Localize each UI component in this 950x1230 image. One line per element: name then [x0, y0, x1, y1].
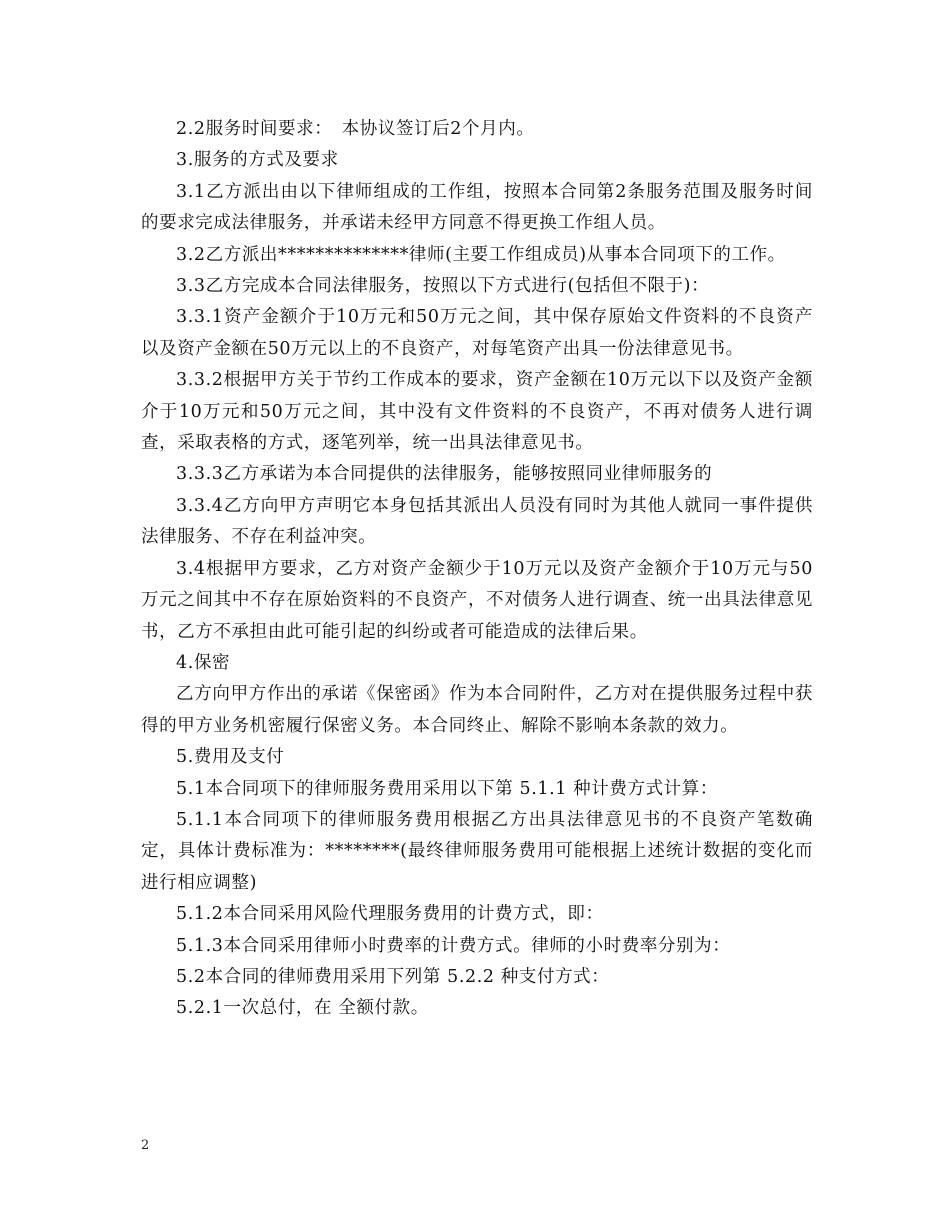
paragraph-5-1-3: 5.1.3本合同采用律师小时费率的计费方式。律师的小时费率分别为： — [176, 935, 731, 956]
page-number: 2 — [141, 1138, 150, 1153]
paragraph-3-3-3: 3.3.3乙方承诺为本合同提供的法律服务，能够按照同业律师服务的 — [176, 464, 713, 485]
paragraph-confidentiality: 乙方向甲方作出的承诺《保密函》作为本合同附件，乙方对在提供服务过程中获得的甲方业务机密履行保密义务。本合同终止、解除不影响本条款的效力。 — [141, 684, 813, 736]
paragraph-5-1: 5.1本合同项下的律师服务费用采用以下第 5.1.1 种计费方式计算： — [176, 778, 718, 799]
paragraph-3-3-4: 3.3.4乙方向甲方声明它本身包括其派出人员没有同时为其他人就同一事件提供法律服务、不存在利益冲突。 — [141, 495, 813, 548]
paragraph-service-time: 2.2服务时间要求： 本协议签订后2个月内。 — [176, 119, 535, 139]
document-body — [141, 114, 813, 1025]
paragraph-3-3-1: 3.3.1资产金额介于10万元和50万元之间，其中保存原始文件资料的不良资产以及资产金额在50万元以上的不良资产，对每笔资产出具一份法律意见书。 — [141, 307, 813, 359]
heading-confidentiality: 4.保密 — [176, 652, 231, 673]
paragraph-5-2: 5.2本合同的律师费用采用下列第 5.2.2 种支付方式： — [176, 966, 610, 987]
paragraph-3-2: 3.2乙方派出**************律师(主要工作组成员)从事本合同项下的工作。 — [176, 244, 786, 265]
paragraph-3-3-2: 3.3.2根据甲方关于节约工作成本的要求，资产金额在10万元以下以及资产金额介于10万元和50万元之间，其中没有文件资料的不良资产，不再对债务人进行调查，采取表格的方式，逐笔列举，统一出具法律意见书。 — [141, 370, 813, 454]
paragraph-5-1-2: 5.1.2本合同采用风险代理服务费用的计费方式，即： — [176, 904, 604, 925]
paragraph-3-4: 3.4根据甲方要求，乙方对资产金额少于10万元以及资产金额介于10万元与50万元之间其中不存在原始资料的不良资产，不对债务人进行调查、统一出具法律意见书，乙方不承担由此可能引起的纠纷或者可能造成的法律后果。 — [141, 558, 813, 642]
heading-fees-payment: 5.费用及支付 — [176, 747, 285, 768]
heading-service-method: 3.服务的方式及要求 — [176, 150, 339, 171]
paragraph-5-2-1: 5.2.1一次总付，在 全额付款。 — [176, 998, 429, 1019]
paragraph-3-3: 3.3乙方完成本合同法律服务，按照以下方式进行(包括但不限于)： — [176, 276, 710, 297]
paragraph-3-1: 3.1乙方派出由以下律师组成的工作组，按照本合同第2条服务范围及服务时间的要求完成法律服务，并承诺未经甲方同意不得更换工作组人员。 — [141, 181, 813, 234]
paragraph-5-1-1: 5.1.1本合同项下的律师服务费用根据乙方出具法律意见书的不良资产笔数确定，具体计费标准为：********(最终律师服务费用可能根据上述统计数据的变化而进行相应调整) — [141, 809, 813, 893]
